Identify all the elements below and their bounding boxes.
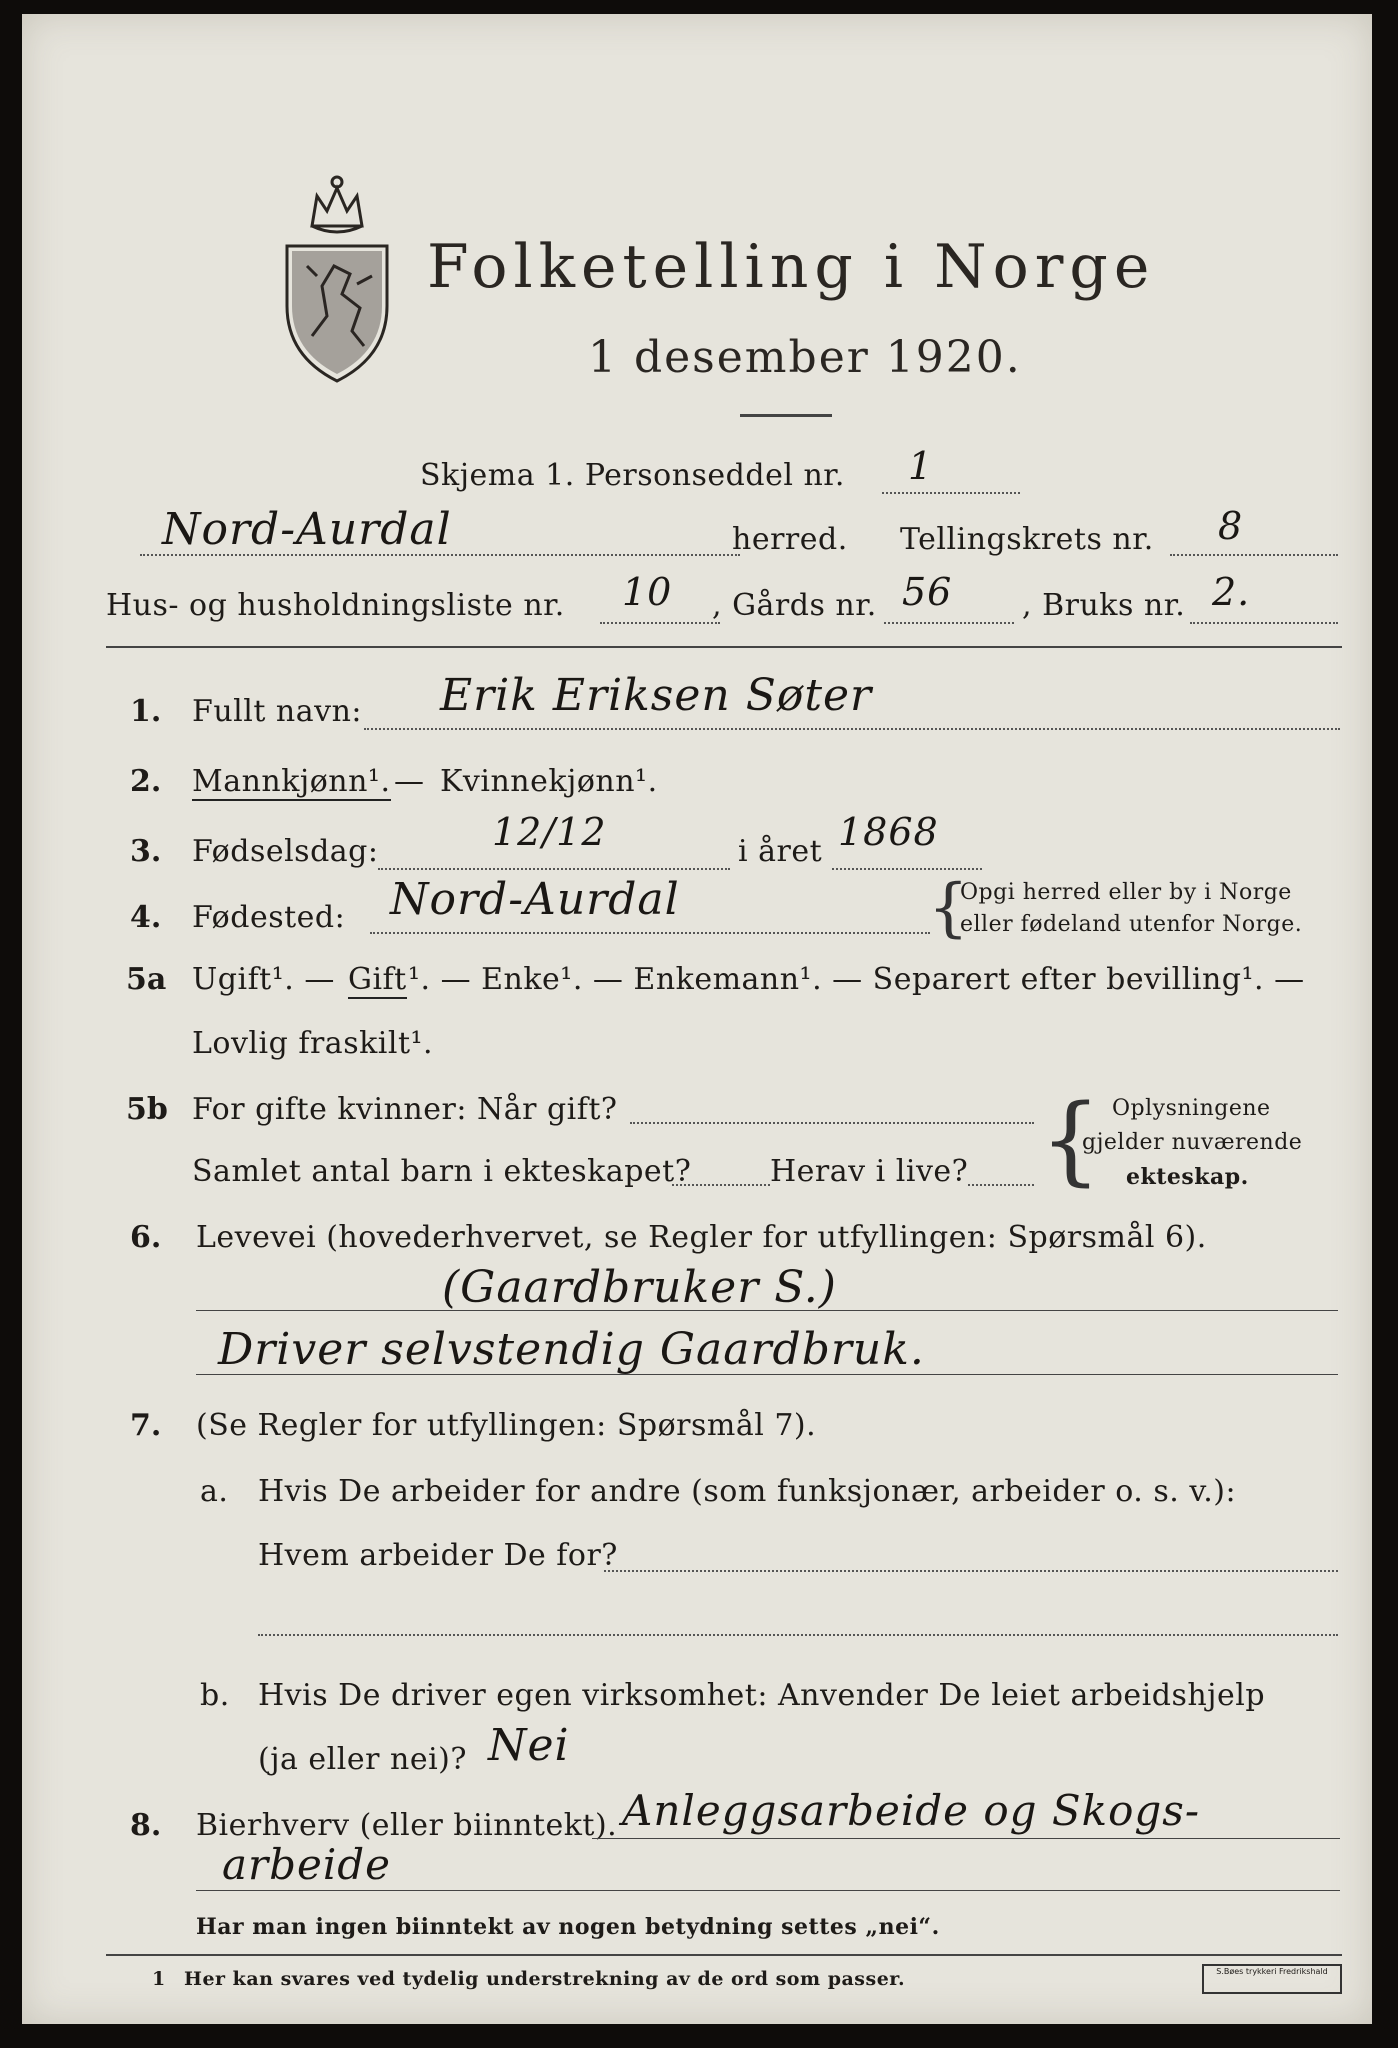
q4-note-line1: Opgi herred eller by i Norge (960, 880, 1292, 905)
q5b-brace: { (1040, 1084, 1102, 1196)
hired-help-value[interactable]: Nei (488, 1720, 570, 1771)
q7a-line1: Hvis De arbeider for andre (som funksjonær, arbeider o. s. v.): (258, 1474, 1237, 1509)
personseddel-value[interactable]: 1 (908, 444, 934, 488)
side-income-line-1 (592, 1838, 1340, 1839)
occupation-value-1[interactable]: (Gaardbruker S.) (442, 1262, 837, 1313)
q7b-line2: (ja eller nei)? (258, 1742, 467, 1777)
gards-label: , Gårds nr. (712, 588, 877, 623)
occupation-line-1 (196, 1310, 1338, 1311)
q7a-line2: Hvem arbeider De for? (258, 1538, 618, 1573)
q8-number: 8. (130, 1808, 162, 1843)
q6-number: 6. (130, 1220, 162, 1255)
personseddel-field-line (882, 492, 1020, 494)
married-option[interactable]: Gift (348, 962, 407, 997)
q5b-note-line1: Oplysningene (1112, 1096, 1271, 1121)
husholdningsliste-field-line (600, 622, 720, 624)
birth-year-field-line (832, 868, 982, 870)
full-name-value[interactable]: Erik Eriksen Søter (440, 670, 873, 721)
census-form-page (22, 14, 1372, 2024)
title-divider (740, 414, 832, 417)
q5b-number: 5b (126, 1092, 168, 1127)
occupation-value-2[interactable]: Driver selvstendig Gaardbruk. (218, 1324, 925, 1375)
herred-label: herred. (732, 522, 848, 557)
birthplace-value[interactable]: Nord-Aurdal (390, 874, 680, 925)
q8-note: Har man ingen biinntekt av nogen betydning settes „nei“. (196, 1914, 940, 1940)
skjema-label: Skjema 1. Personseddel nr. (420, 458, 845, 493)
q5a-number: 5a (126, 962, 167, 997)
footnote-mark: 1 (152, 1968, 166, 1990)
form-date: 1 desember 1920. (588, 332, 1022, 383)
q1-label: Fullt navn: (192, 694, 363, 729)
female-option[interactable]: Kvinnekjønn¹. (440, 764, 658, 799)
male-option[interactable]: Mannkjønn¹. (192, 764, 391, 799)
q3-label: Fødselsdag: (192, 834, 379, 869)
birth-year-value[interactable]: 1868 (838, 810, 939, 854)
bruks-label: , Bruks nr. (1022, 588, 1186, 623)
gards-field-line (884, 622, 1014, 624)
side-income-line-2 (196, 1890, 1340, 1891)
q8-label: Bierhverv (eller biinntekt). (196, 1808, 618, 1843)
q4-label: Fødested: (192, 900, 346, 935)
q1-number: 1. (130, 694, 162, 729)
q5b-note-line2: gjelder nuværende (1082, 1130, 1303, 1155)
bruks-field-line (1190, 622, 1338, 624)
q3-number: 3. (130, 834, 162, 869)
q4-number: 4. (130, 900, 162, 935)
q7b-number: b. (200, 1678, 230, 1713)
footer-separator (106, 1954, 1342, 1956)
header-separator (106, 646, 1342, 648)
herred-value[interactable]: Nord-Aurdal (162, 504, 452, 555)
q5a-other-options[interactable]: ¹. — Enke¹. — Enkemann¹. — Separert efter bevilling¹. — (408, 962, 1305, 997)
occupation-line-2 (196, 1374, 1338, 1375)
employer-field-line (604, 1570, 1338, 1572)
married-when-field-line (630, 1122, 1034, 1124)
footnote-text: Her kan svares ved tydelig understrekning av de ord som passer. (184, 1968, 906, 1990)
q5b-note-line3: ekteskap. (1126, 1164, 1249, 1190)
gards-value[interactable]: 56 (902, 570, 953, 614)
printer-stamp: S.Bøes trykkeri Fredrikshald (1202, 1964, 1342, 1994)
tellingskrets-field-line (1170, 554, 1338, 556)
tellingskrets-value[interactable]: 8 (1218, 504, 1244, 548)
employer-field-line-2 (258, 1634, 1338, 1636)
bruks-value[interactable]: 2. (1212, 570, 1251, 614)
q5b-line1: For gifte kvinner: Når gift? (192, 1092, 618, 1127)
year-label: i året (738, 834, 823, 869)
children-count-field-line (672, 1184, 770, 1186)
q6-label: Levevei (hovederhvervet, se Regler for utfyllingen: Spørsmål 6). (196, 1220, 1207, 1255)
birthday-field-line (378, 868, 730, 870)
side-income-value-2[interactable]: arbeide (222, 1840, 392, 1889)
form-title: Folketelling i Norge (427, 232, 1156, 302)
q4-note-line2: eller fødeland utenfor Norge. (960, 912, 1303, 937)
side-income-value-1[interactable]: Anleggsarbeide og Skogs- (622, 1786, 1201, 1835)
unmarried-option[interactable]: Ugift¹. — (192, 962, 335, 997)
q7a-number: a. (200, 1474, 229, 1509)
tellingskrets-label: Tellingskrets nr. (900, 522, 1154, 557)
q5b-line2: Samlet antal barn i ekteskapet? (192, 1154, 692, 1189)
coat-of-arms-icon (272, 166, 402, 386)
q4-brace: { (928, 871, 969, 945)
birthplace-field-line (370, 932, 930, 934)
q2-separator: — (394, 764, 425, 799)
birthday-value[interactable]: 12/12 (492, 810, 607, 854)
husholdningsliste-label: Hus- og husholdningsliste nr. (106, 588, 565, 623)
q7-number: 7. (130, 1408, 162, 1443)
husholdningsliste-value[interactable]: 10 (622, 570, 673, 614)
q7b-line1: Hvis De driver egen virksomhet: Anvender De leiet arbeidshjelp (258, 1678, 1266, 1713)
q2-number: 2. (130, 764, 162, 799)
q7-label: (Se Regler for utfyllingen: Spørsmål 7). (196, 1408, 817, 1443)
alive-field-line (968, 1184, 1034, 1186)
alive-label: Herav i live? (770, 1154, 969, 1189)
q1-field-line (364, 728, 1340, 730)
divorced-option[interactable]: Lovlig fraskilt¹. (192, 1026, 434, 1061)
